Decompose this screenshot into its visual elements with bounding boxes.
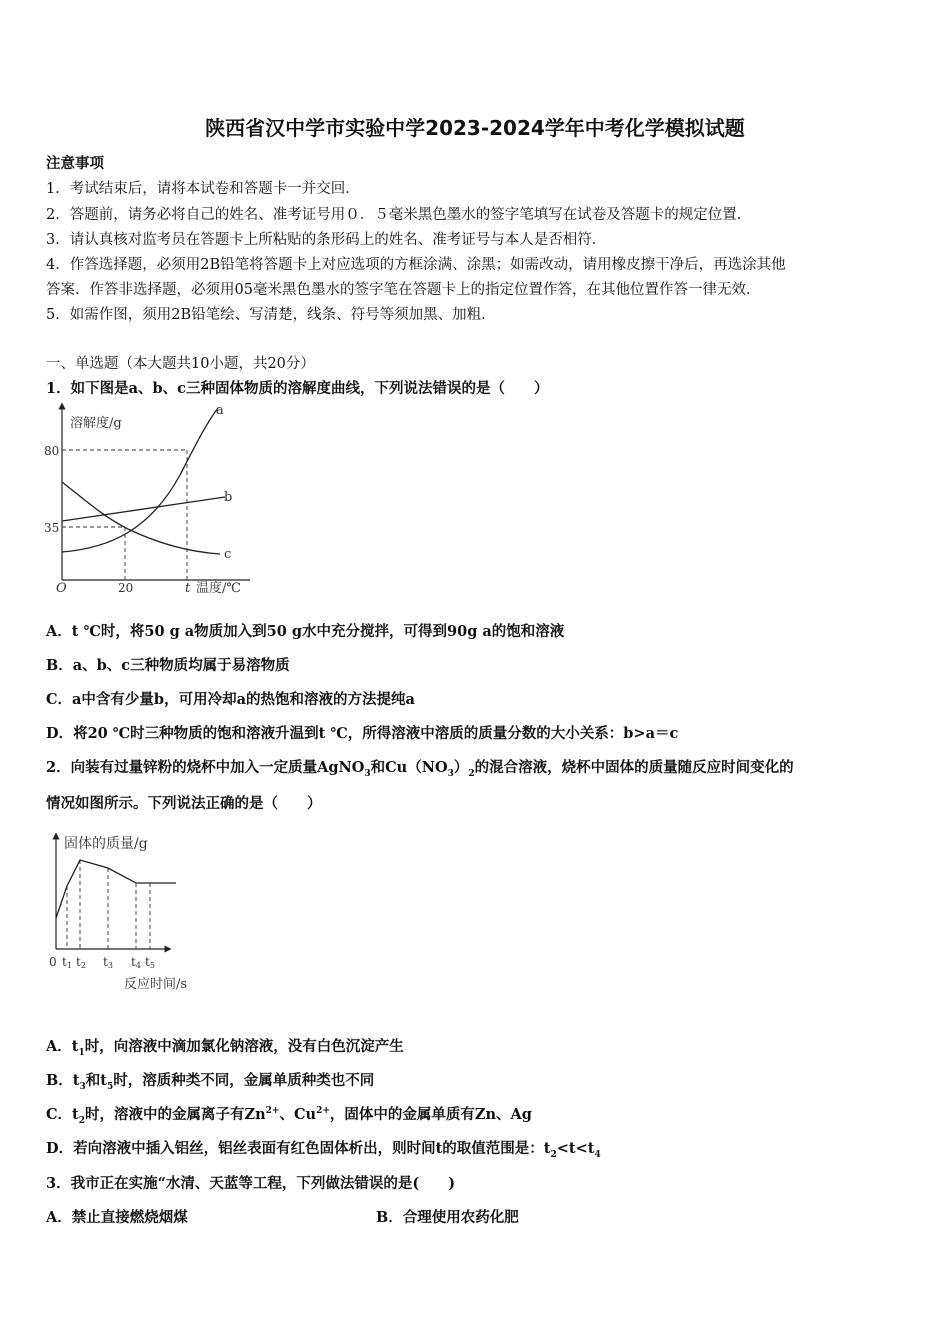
tick-sub: 3 xyxy=(107,961,113,970)
question-3-stem: 3．我市正在实施“水清、天蓝等工程，下列做法错误的是( ) xyxy=(46,1175,456,1192)
mass-curve xyxy=(56,860,176,918)
question-1-stem: 1．如下图是a、b、c三种固体物质的溶解度曲线，下列说法错误的是（ ） xyxy=(46,380,549,397)
q2-option-sup: 2+ xyxy=(316,1106,330,1117)
solid-mass-figure xyxy=(40,826,240,998)
tick-t: t xyxy=(62,955,67,969)
tick-t: t xyxy=(103,955,108,969)
q2-option-sub: 1 xyxy=(78,1047,85,1058)
curve-b xyxy=(62,497,225,521)
tick-sub: 2 xyxy=(80,961,86,970)
question-2-stem xyxy=(46,756,794,779)
origin-label: O xyxy=(56,581,67,596)
q2-stem-part: 的混合溶液，烧杯中固体的质量随反应时间变化的 xyxy=(474,759,794,776)
notes-heading: 注意事项 xyxy=(46,155,104,172)
note-item: 3．请认真核对监考员在答题卡上所粘贴的条形码上的姓名、准考证号与本人是否相符． xyxy=(46,232,607,248)
tick-t2 xyxy=(76,955,86,970)
q1-option-c: C．a中含有少量b，可用冷却a的热饱和溶液的方法提纯a xyxy=(46,691,415,708)
q2-stem-part: ） xyxy=(453,759,469,776)
tick-sub: 5 xyxy=(149,961,155,970)
q1-option-a: A．t ℃时，将50 g a物质加入到50 g水中充分搅拌，可得到90g a的饱和溶液 xyxy=(46,623,565,640)
q3-option-a: A．禁止直接燃烧烟煤 xyxy=(46,1209,188,1226)
page-title: 陕西省汉中学市实验中学2023-2024学年中考化学模拟试题 xyxy=(205,116,745,140)
q1-option-b: B．a、b、c三种物质均属于易溶物质 xyxy=(46,657,290,674)
q2-option-sub: 3 xyxy=(79,1081,86,1092)
x-axis-label: 反应时间/s xyxy=(124,977,188,992)
origin-label: 0 xyxy=(49,955,57,969)
note-item: 4．作答选择题，必须用2B铅笔将答题卡上对应选项的方框涂满、涂黑；如需改动，请用橡皮擦干净后，再选涂其他 xyxy=(46,257,786,273)
solubility-curve-figure xyxy=(40,400,260,600)
tick-35: 35 xyxy=(44,521,60,535)
tick-sub: 1 xyxy=(66,961,72,970)
tick-t3 xyxy=(103,955,113,970)
q2-option-b-part: 时，溶质种类不同，金属单质种类也不同 xyxy=(113,1072,375,1089)
q2-stem-part: 2．向装有过量锌粉的烧杯中加入一定质量AgNO xyxy=(46,759,365,776)
q2-option-sub: 2 xyxy=(78,1115,86,1126)
tick-80: 80 xyxy=(44,444,60,458)
q2-option-d-part: <t<t xyxy=(556,1140,595,1157)
curve-a-label: a xyxy=(216,403,224,418)
tick-t: t xyxy=(185,581,191,596)
q2-stem-part: 和Cu（NO xyxy=(370,759,448,776)
q2-option-sub: 2 xyxy=(550,1149,557,1160)
q2-stem-sub: 2 xyxy=(468,768,475,779)
q2-stem-sub: 3 xyxy=(364,768,371,779)
q2-option-c-part: C．t xyxy=(46,1106,79,1123)
note-item: 答案．作答非选择题，必须用05毫米黑色墨水的签字笔在答题卡上的指定位置作答，在其他位置作答一律无效． xyxy=(46,282,761,298)
q2-option-a xyxy=(46,1035,404,1058)
tick-t1 xyxy=(62,955,72,970)
q2-option-c-part: 时，溶液中的金属离子有Zn xyxy=(85,1106,266,1123)
q2-option-b-part: B．t xyxy=(46,1072,80,1089)
q2-option-c xyxy=(46,1103,532,1126)
q2-option-d-part: D．若向溶液中插入铝丝，铝丝表面有红色固体析出，则时间t的取值范围是：t xyxy=(46,1140,551,1157)
tick-t: t xyxy=(145,955,150,969)
q2-option-b xyxy=(46,1069,374,1092)
curve-c-label: c xyxy=(224,547,232,562)
tick-20: 20 xyxy=(118,581,134,595)
y-axis-label: 溶解度/g xyxy=(70,416,122,431)
q3-option-b: B．合理使用农药化肥 xyxy=(376,1209,519,1226)
note-item: 5．如需作图，须用2B铅笔绘、写清楚，线条、符号等须加黑、加粗． xyxy=(46,307,496,323)
curve-b-label: b xyxy=(224,490,233,505)
q2-stem-sub: 3 xyxy=(447,768,454,779)
q2-option-c-part: ，固体中的金属单质有Zn、Ag xyxy=(329,1106,532,1123)
q2-option-sub: 4 xyxy=(594,1149,601,1160)
tick-t: t xyxy=(76,955,81,969)
note-item: 1．考试结束后，请将本试卷和答题卡一并交回． xyxy=(46,181,360,197)
tick-t: t xyxy=(131,955,136,969)
tick-sub: 4 xyxy=(135,961,141,970)
q2-option-d xyxy=(46,1137,601,1160)
q2-option-sup: 2+ xyxy=(265,1106,280,1117)
q2-option-b-part: 和t xyxy=(85,1072,107,1089)
x-axis-label: 温度/℃ xyxy=(196,581,241,596)
q2-option-sub: 5 xyxy=(106,1081,114,1092)
note-item: 2．答题前，请务必将自己的姓名、准考证号用０．５毫米黑色墨水的签字笔填写在试卷及答题卡的规定位置． xyxy=(46,207,752,223)
q2-option-a-part: A．t xyxy=(46,1038,79,1055)
q1-option-d: D．将20 ℃时三种物质的饱和溶液升温到t ℃，所得溶液中溶质的质量分数的大小关系：b>a＝c xyxy=(46,725,679,742)
y-axis-label: 固体的质量/g xyxy=(64,836,148,852)
section-heading: 一、单选题（本大题共10小题，共20分） xyxy=(46,356,315,372)
q2-option-c-part: 、Cu xyxy=(279,1106,317,1123)
tick-t4 xyxy=(131,955,141,970)
question-2-stem-line2: 情况如图所示。下列说法正确的是（ ） xyxy=(46,795,322,812)
q2-option-a-part: 时，向溶液中滴加氯化钠溶液，没有白色沉淀产生 xyxy=(84,1038,404,1055)
tick-t5 xyxy=(145,955,155,970)
